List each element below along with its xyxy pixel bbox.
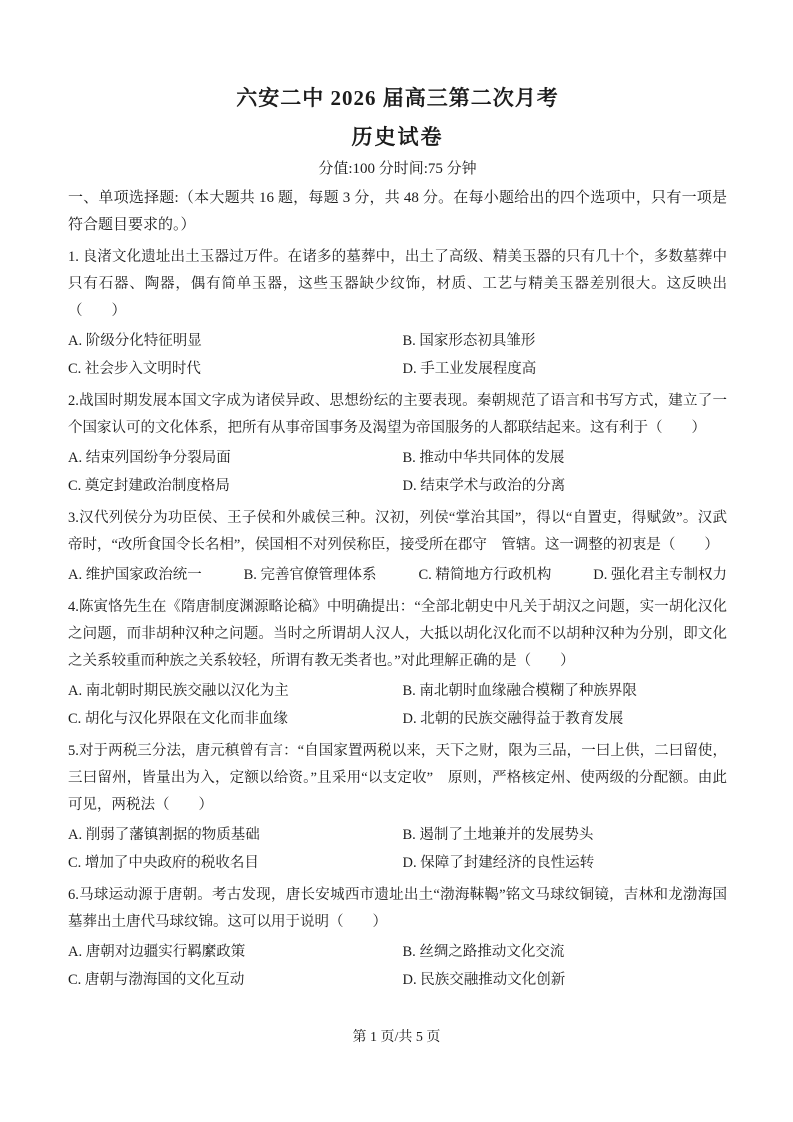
exam-title: 六安二中 2026 届高三第二次月考 [236,86,559,110]
question-stem: 1. 良渚文化遗址出土玉器过万件。在诸多的墓葬中，出土了高级、精美玉器的只有几十个，多数墓葬中只有石器、陶器，偶有简单玉器，这些玉器缺少纹饰，材质、工艺与精美玉器差别很大。这反映出（ ） [68,249,727,319]
page-number: 第 1 页/共 5 页 [0,1028,793,1048]
question-options [68,327,727,383]
question-stem: 2.战国时期发展本国文字成为诸侯异政、思想纷纭的主要表现。秦朝规范了语言和书写方式，建立了一个国家认可的文化体系，把所有从事帝国事务及渴望为帝国服务的人都联结起来。这有利于（ ） [68,393,727,436]
question-stem: 3.汉代列侯分为功臣侯、王子侯和外戚侯三种。汉初，列侯“掌治其国”，得以“自置吏，得赋敛”。汉武帝时，“改所食国令长名相”，侯国相不对列侯称臣，接受所在郡守 管辖。这一调整的初衷是（ ） [68,510,727,553]
option-d: D. 手工业发展程度高 [402,361,537,377]
question-stem: 4.陈寅恪先生在《隋唐制度渊源略论稿》中明确提出：“全部北朝史中凡关于胡汉之问题，实一胡化汉化之问题，而非胡种汉种之问题。当时之所谓胡人汉人，大抵以胡化汉化而不以胡种汉种为分别，即文化之关系较重而种族之关系较轻，所谓有教无类者也。”对此理解正确的是（ ） [68,599,727,669]
exam-subtitle: 历史试卷 [351,125,444,149]
question-block [68,388,727,500]
option-d: D. 强化君主专制权力 [593,567,727,583]
option-a: A. 削弱了藩镇割据的物质基础 [68,827,260,843]
option-d: D. 北朝的民族交融得益于教育发展 [402,711,624,727]
option-c: C. 增加了中央政府的税收名目 [68,855,259,871]
option-a: A. 唐朝对边疆实行羁縻政策 [68,944,246,960]
option-c: C. 唐朝与渤海国的文化互动 [68,972,245,988]
question-list [68,244,727,994]
question-block [68,244,727,383]
option-b: B. 推动中华共同体的发展 [402,450,565,466]
question-block [68,738,727,877]
question-block [68,882,727,994]
option-c: C. 社会步入文明时代 [68,361,201,377]
question-options [68,821,727,877]
question-block [68,505,727,589]
question-options [68,938,727,994]
option-c: C. 精简地方行政机构 [418,567,552,583]
question-options [68,677,727,733]
option-b: B. 南北朝时血缘融合模糊了种族界限 [402,683,637,699]
question-block [68,594,727,733]
option-b: B. 国家形态初具雏形 [402,333,536,349]
option-b: B. 遏制了土地兼并的发展势头 [402,827,594,843]
option-b: B. 完善官僚管理体系 [243,567,377,583]
option-c: C. 奠定封建政治制度格局 [68,478,230,494]
option-c: C. 胡化与汉化界限在文化而非血缘 [68,711,288,727]
option-d: D. 结束学术与政治的分离 [402,478,566,494]
question-options [68,561,727,589]
option-d: D. 民族交融推动文化创新 [402,972,566,988]
option-d: D. 保障了封建经济的良性运转 [402,855,595,871]
option-b: B. 丝绸之路推动文化交流 [402,944,565,960]
question-stem: 5.对于两税三分法，唐元稹曾有言：“自国家置两税以来，天下之财，限为三品，一曰上供，二曰留使，三曰留州，皆量出为入，定额以给资。”且采用“以支定收” 原则，严格核定州、使两级的分配额。由此可见，两税法（ ） [68,743,727,813]
question-options [68,444,727,500]
option-a: A. 结束列国纷争分裂局面 [68,450,231,466]
exam-score-time: 分值:100 分时间:75 分钟 [318,161,477,177]
option-a: A. 南北朝时期民族交融以汉化为主 [68,683,289,699]
option-a: A. 维护国家政治统一 [68,567,202,583]
option-a: A. 阶级分化特征明显 [68,333,202,349]
question-stem: 6.马球运动源于唐朝。考古发现，唐长安城西市遗址出土“渤海靺鞨”铭文马球纹铜镜，吉林和龙渤海国墓葬出土唐代马球纹锦。这可以用于说明（ ） [68,887,727,930]
section-title: 一、单项选择题:（本大题共 16 题，每题 3 分，共 48 分。在每小题给出的四个选项中，只有一项是符合题目要求的。） [68,190,727,233]
